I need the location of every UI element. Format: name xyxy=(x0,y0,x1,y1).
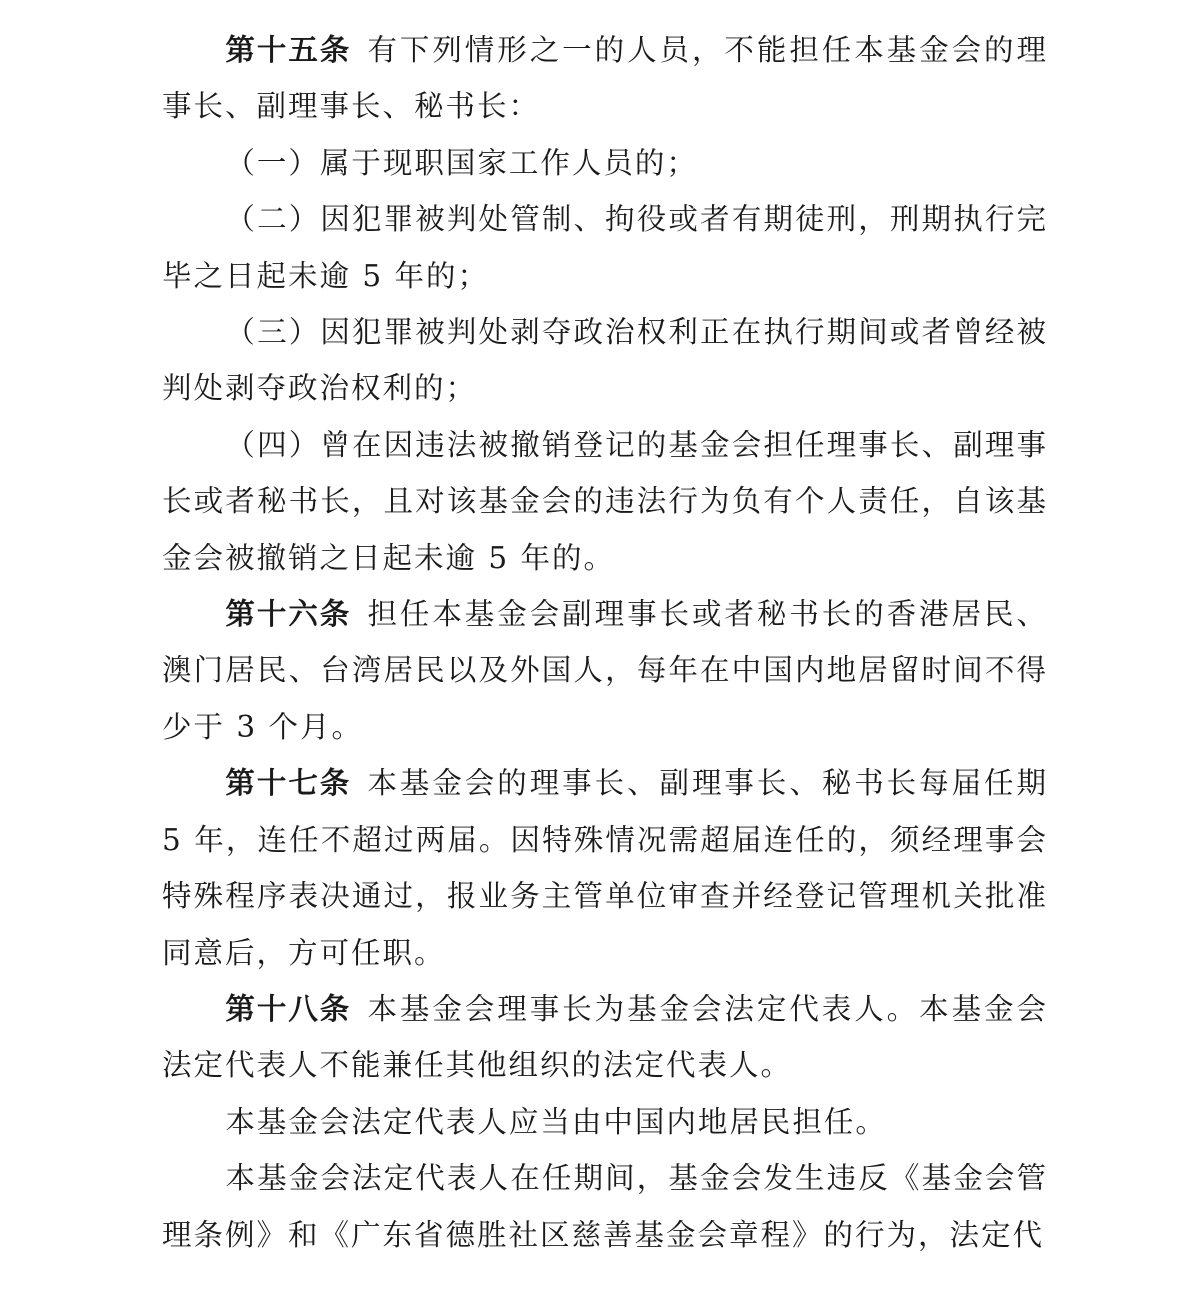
article-18 xyxy=(162,981,1048,1094)
article-15-item-4: （四）曾在因违法被撤销登记的基金会担任理事长、副理事长或者秘书长，且对该基金会的违法行为负有个人责任，自该基金会被撤销之日起未逾 5 年的。 xyxy=(162,427,1048,575)
article-18-paragraph-2: 本基金会法定代表人应当由中国内地居民担任。 xyxy=(225,1104,887,1139)
article-15-item-2: （二）因犯罪被判处管制、拘役或者有期徒刑，刑期执行完毕之日起未逾 5 年的； xyxy=(162,202,1048,293)
article-15-item-3: （三）因犯罪被判处剥夺政治权利正在执行期间或者曾经被判处剥夺政治权利的； xyxy=(162,315,1048,406)
article-16-text: 担任本基金会副理事长或者秘书长的香港居民、澳门居民、台湾居民以及外国人，每年在中国内地居留时间不得少于 3 个月。 xyxy=(162,597,1048,744)
article-18-label: 第十八条 xyxy=(225,991,352,1026)
article-15-intro: 有下列情形之一的人员，不能担任本基金会的理事长、副理事长、秘书长： xyxy=(162,33,1048,124)
article-15 xyxy=(162,22,1048,135)
article-17-label: 第十七条 xyxy=(225,766,352,801)
article-17-text: 本基金会的理事长、副理事长、秘书长每届任期 5 年，连任不超过两届。因特殊情况需超届连任的，须经理事会特殊程序表决通过，报业务主管单位审查并经登记管理机关批准同意后，方可任职。 xyxy=(162,766,1048,970)
article-17 xyxy=(162,755,1048,981)
article-18-paragraph-3: 本基金会法定代表人在任期间，基金会发生违反《基金会管理条例》和《广东省德胜社区慈善基金会章程》的行为，法定代 xyxy=(162,1161,1048,1252)
article-15-item-1: （一）属于现职国家工作人员的； xyxy=(225,145,698,180)
article-16 xyxy=(162,586,1048,755)
article-18-text: 本基金会理事长为基金会法定代表人。本基金会法定代表人不能兼任其他组织的法定代表人。 xyxy=(162,991,1048,1083)
article-15-label: 第十五条 xyxy=(225,33,352,67)
article-16-label: 第十六条 xyxy=(225,597,352,632)
